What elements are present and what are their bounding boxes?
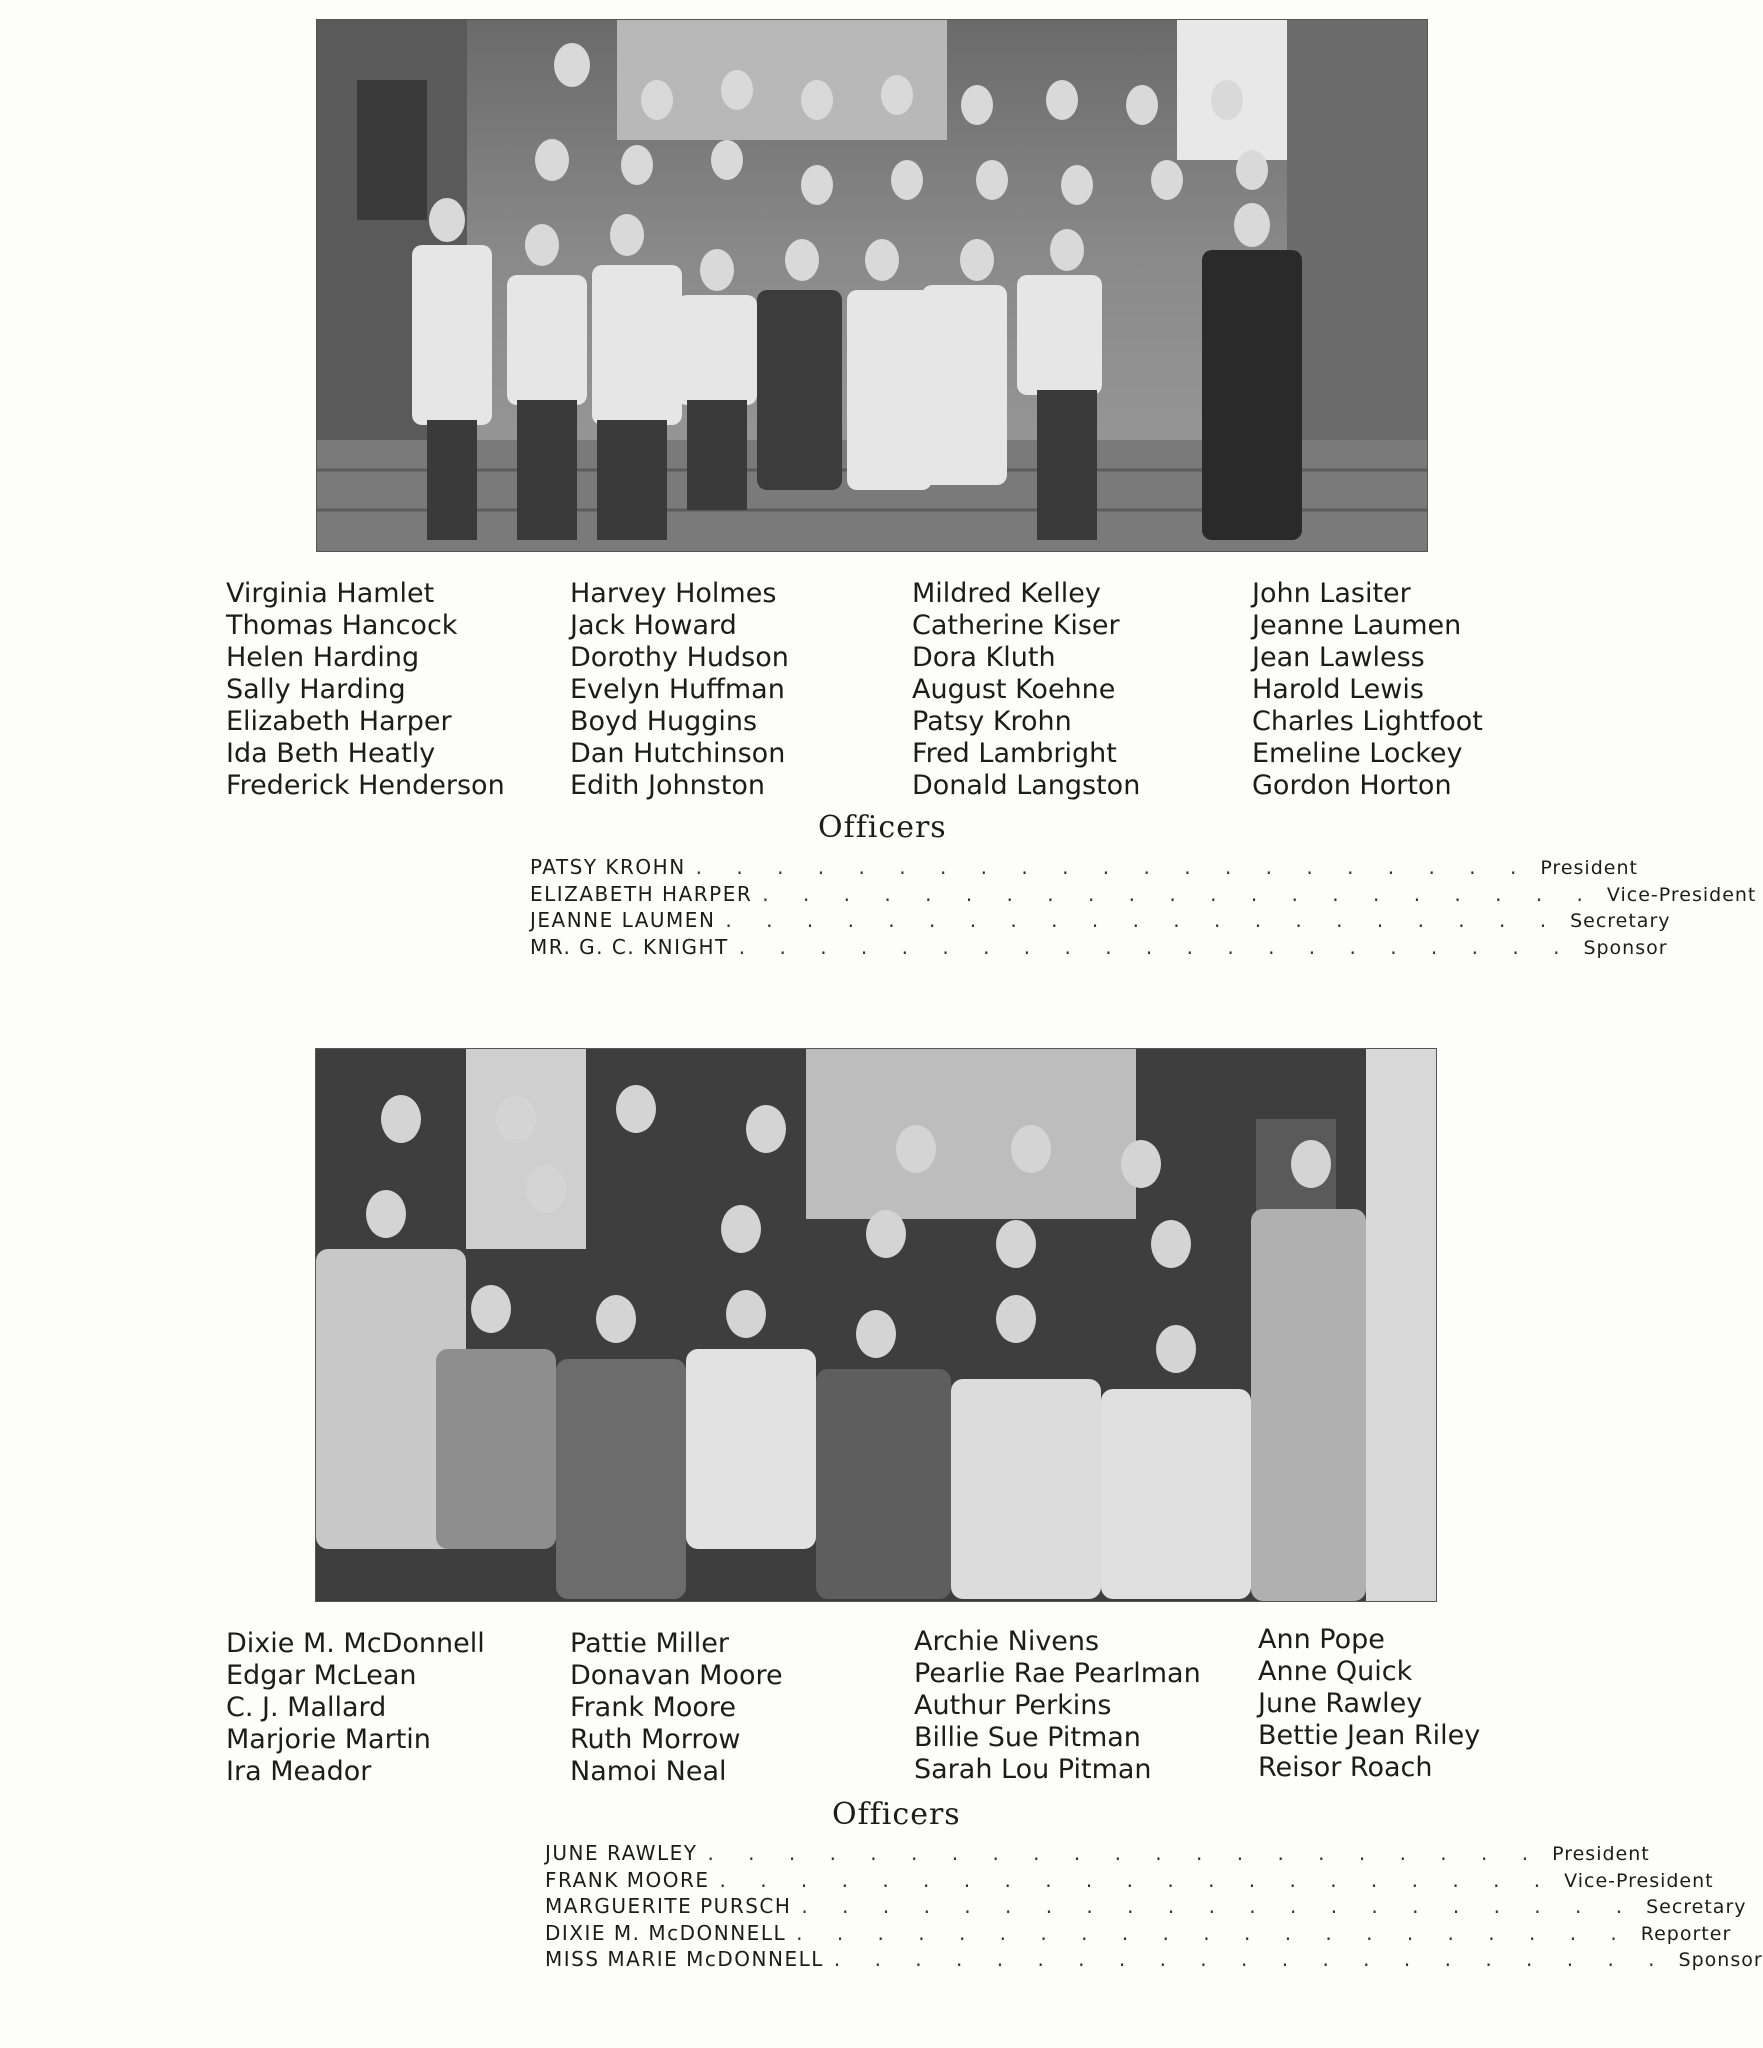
student-name: Gordon Horton bbox=[1252, 770, 1452, 801]
student-name: Sarah Lou Pitman bbox=[914, 1754, 1152, 1785]
student-name: Archie Nivens bbox=[914, 1626, 1100, 1657]
student-name: Donavan Moore bbox=[570, 1660, 783, 1691]
officer-row bbox=[545, 1920, 1732, 1948]
student-name: Jeanne Laumen bbox=[1252, 610, 1462, 641]
student-name: Authur Perkins bbox=[914, 1690, 1112, 1721]
student-name: Edgar McLean bbox=[226, 1660, 417, 1691]
group-photo-2 bbox=[315, 1048, 1437, 1602]
student-name: Ruth Morrow bbox=[570, 1724, 741, 1755]
student-name: Bettie Jean Riley bbox=[1258, 1720, 1481, 1751]
officer-name: JEANNE LAUMEN bbox=[530, 908, 716, 932]
officer-title: Secretary bbox=[1646, 1896, 1747, 1918]
student-name: August Koehne bbox=[912, 674, 1116, 705]
group-2-names-col-1 bbox=[226, 1628, 485, 1788]
student-name: Harvey Holmes bbox=[570, 578, 777, 609]
student-name: Mildred Kelley bbox=[912, 578, 1101, 609]
student-name: Fred Lambright bbox=[912, 738, 1117, 769]
student-name: Billie Sue Pitman bbox=[914, 1722, 1141, 1753]
student-name: Evelyn Huffman bbox=[570, 674, 785, 705]
student-name: Frederick Henderson bbox=[226, 770, 505, 801]
student-name: Anne Quick bbox=[1258, 1656, 1413, 1687]
student-name: Frank Moore bbox=[570, 1692, 736, 1723]
group-1-names-col-1 bbox=[226, 578, 505, 802]
student-name: Jack Howard bbox=[570, 610, 737, 641]
officer-row bbox=[530, 908, 1671, 935]
leader-dots: . . . . . . . . . . . . . . . . . . . . . bbox=[762, 881, 1597, 906]
student-name: Ira Meador bbox=[226, 1756, 372, 1787]
student-name: Catherine Kiser bbox=[912, 610, 1120, 641]
group-2-officers-heading: Officers bbox=[832, 1797, 961, 1832]
student-name: Edith Johnston bbox=[570, 770, 765, 801]
student-name: Boyd Huggins bbox=[570, 706, 758, 737]
group-2-names-col-4 bbox=[1258, 1624, 1480, 1784]
student-name: Dixie M. McDonnell bbox=[226, 1628, 485, 1659]
student-name: Ida Beth Heatly bbox=[226, 738, 436, 769]
student-name: Virginia Hamlet bbox=[226, 578, 435, 609]
officer-name: MR. G. C. KNIGHT bbox=[530, 934, 729, 959]
officer-title: President bbox=[1552, 1843, 1650, 1865]
student-name: Helen Harding bbox=[226, 642, 420, 673]
officer-row bbox=[530, 934, 1668, 962]
officer-name: DIXIE M. McDONNELL bbox=[545, 1920, 787, 1945]
officer-title: Vice-President bbox=[1606, 883, 1757, 906]
student-name: John Lasiter bbox=[1252, 578, 1411, 609]
student-name: Harold Lewis bbox=[1252, 674, 1424, 705]
officer-title: Sponsor bbox=[1583, 936, 1668, 959]
student-name: June Rawley bbox=[1258, 1688, 1423, 1719]
leader-dots: . . . . . . . . . . . . . . . . . . . . . bbox=[719, 1867, 1555, 1892]
student-name: Thomas Hancock bbox=[226, 610, 458, 641]
officer-name: PATSY KROHN bbox=[530, 855, 686, 879]
group-photo-1-illustration bbox=[317, 20, 1427, 551]
officer-name: MARGUERITE PURSCH bbox=[545, 1894, 792, 1918]
officer-title: Vice-President bbox=[1564, 1869, 1714, 1892]
student-name: Pearlie Rae Pearlman bbox=[914, 1658, 1201, 1689]
group-photo-2-illustration bbox=[316, 1049, 1436, 1601]
student-name: Elizabeth Harper bbox=[226, 706, 452, 737]
officer-row bbox=[545, 1947, 1763, 1974]
student-name: Donald Langston bbox=[912, 770, 1141, 801]
officer-row bbox=[530, 881, 1757, 909]
group-photo-1 bbox=[316, 19, 1428, 552]
student-name: Sally Harding bbox=[226, 674, 406, 705]
leader-dots: . . . . . . . . . . . . . . . . . . . . . bbox=[707, 1841, 1543, 1865]
leader-dots: . . . . . . . . . . . . . . . . . . . . . bbox=[833, 1947, 1669, 1971]
officer-row bbox=[530, 855, 1638, 882]
leader-dots: . . . . . . . . . . . . . . . . . . . . . bbox=[796, 1920, 1631, 1945]
group-1-names-col-3 bbox=[912, 578, 1140, 802]
student-name: Marjorie Martin bbox=[226, 1724, 431, 1755]
group-2-names-col-3 bbox=[914, 1626, 1201, 1786]
leader-dots: . . . . . . . . . . . . . . . . . . . . . bbox=[725, 908, 1561, 932]
officer-title: President bbox=[1540, 857, 1638, 879]
officer-title: Sponsor bbox=[1678, 1949, 1763, 1971]
group-2-officers-list bbox=[545, 1841, 1763, 1974]
officer-title: Secretary bbox=[1570, 910, 1671, 932]
student-name: Dorothy Hudson bbox=[570, 642, 789, 673]
group-1-officers-list bbox=[530, 855, 1757, 961]
student-name: C. J. Mallard bbox=[226, 1692, 387, 1723]
group-1-names-col-4 bbox=[1252, 578, 1483, 802]
student-name: Namoi Neal bbox=[570, 1756, 727, 1787]
student-name: Pattie Miller bbox=[570, 1628, 729, 1659]
student-name: Ann Pope bbox=[1258, 1624, 1385, 1655]
student-name: Dora Kluth bbox=[912, 642, 1056, 673]
officer-name: JUNE RAWLEY bbox=[545, 1841, 698, 1865]
leader-dots: . . . . . . . . . . . . . . . . . . . . . bbox=[738, 934, 1574, 959]
group-1-names-col-2 bbox=[570, 578, 789, 802]
student-name: Jean Lawless bbox=[1252, 642, 1425, 673]
officer-row bbox=[545, 1867, 1714, 1895]
student-name: Reisor Roach bbox=[1258, 1752, 1433, 1783]
student-name: Dan Hutchinson bbox=[570, 738, 786, 769]
group-2-names-col-2 bbox=[570, 1628, 783, 1788]
officer-title: Reporter bbox=[1640, 1922, 1732, 1945]
officer-row bbox=[545, 1894, 1747, 1921]
leader-dots: . . . . . . . . . . . . . . . . . . . . . bbox=[695, 855, 1531, 879]
officer-name: FRANK MOORE bbox=[545, 1867, 710, 1892]
officer-name: MISS MARIE McDONNELL bbox=[545, 1947, 824, 1971]
officer-row bbox=[545, 1841, 1650, 1868]
student-name: Charles Lightfoot bbox=[1252, 706, 1483, 737]
group-1-officers-heading: Officers bbox=[818, 810, 947, 845]
officer-name: ELIZABETH HARPER bbox=[530, 881, 753, 906]
student-name: Patsy Krohn bbox=[912, 706, 1072, 737]
student-name: Emeline Lockey bbox=[1252, 738, 1463, 769]
leader-dots: . . . . . . . . . . . . . . . . . . . . . bbox=[801, 1894, 1637, 1918]
